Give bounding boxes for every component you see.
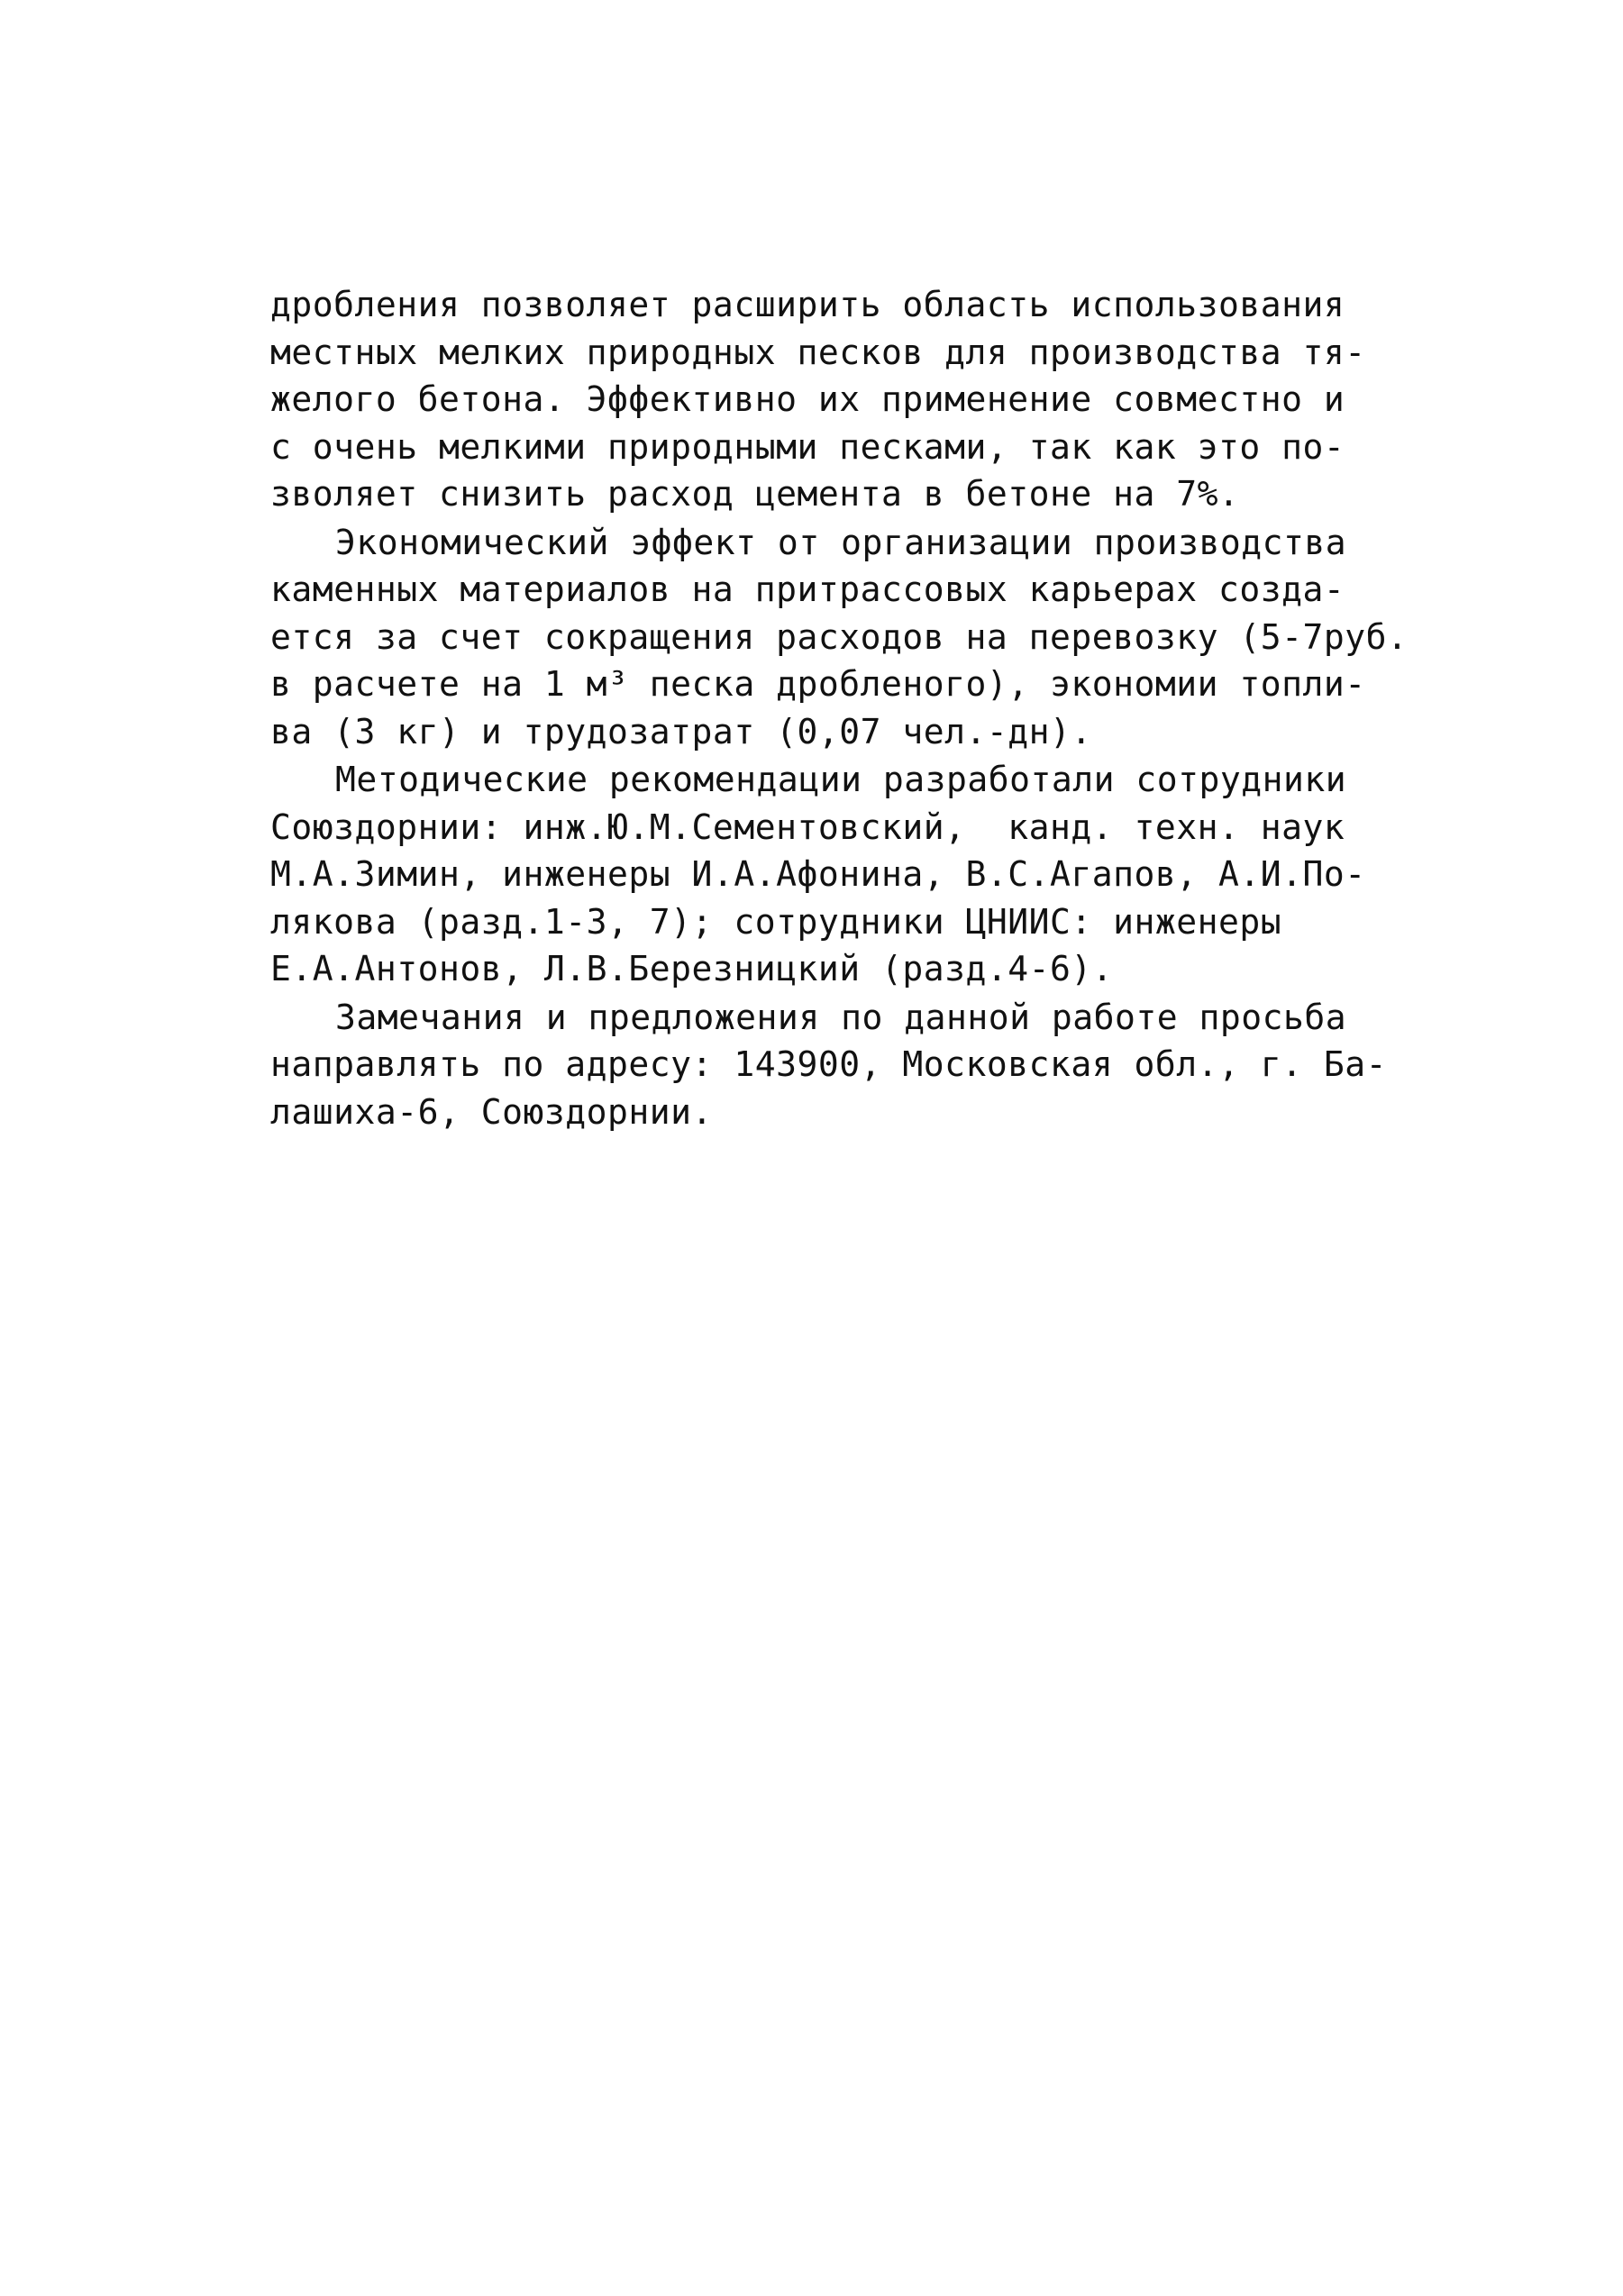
text-line: ется за счет сокращения расходов на перевозку (5-7руб.: [270, 616, 1409, 657]
paragraph-economic-effect: [270, 519, 1451, 756]
text-line: зволяет снизить расход цемента в бетоне на 7%.: [270, 474, 1240, 514]
paragraph-crushing-sand: [270, 281, 1451, 518]
text-line: лякова (разд.1-3, 7); сотрудники ЦНИИС: инженеры: [270, 901, 1282, 942]
body-text: [270, 281, 1451, 1136]
text-line: каменных материалов на притрассовых карьерах созда-: [270, 569, 1345, 609]
text-line: Экономический эффект от организации производства: [335, 522, 1347, 562]
text-line: дробления позволяет расширить область использования: [270, 285, 1345, 324]
text-line: Е.А.Антонов, Л.В.Березницкий (разд.4-6).: [270, 949, 1114, 989]
text-line: Союздорнии: инж.Ю.М.Сементовский, канд. техн. наук: [270, 806, 1345, 847]
text-line: направлять по адресу: 143900, Московская обл., г. Ба-: [270, 1044, 1388, 1084]
text-line: Замечания и предложения по данной работе просьба: [335, 997, 1347, 1037]
paragraph-authors: [270, 756, 1451, 993]
text-line: М.А.Зимин, инженеры И.А.Афонина, В.С.Агапов, А.И.По-: [270, 854, 1366, 894]
text-line: в расчете на 1 м³ песка дробленого), экономии топли-: [270, 664, 1366, 704]
paragraph-contact-address: [270, 994, 1451, 1136]
text-line: желого бетона. Эффективно их применение совместно и: [270, 379, 1345, 419]
text-line: лашиха-6, Союздорнии.: [270, 1091, 713, 1132]
text-line: местных мелких природных песков для производства тя-: [270, 332, 1366, 372]
text-line: с очень мелкими природными песками, так как это по-: [270, 426, 1345, 467]
text-line: Методические рекомендации разработали сотрудники: [335, 760, 1347, 799]
text-line: ва (3 кг) и трудозатрат (0,07 чел.-дн).: [270, 711, 1092, 752]
